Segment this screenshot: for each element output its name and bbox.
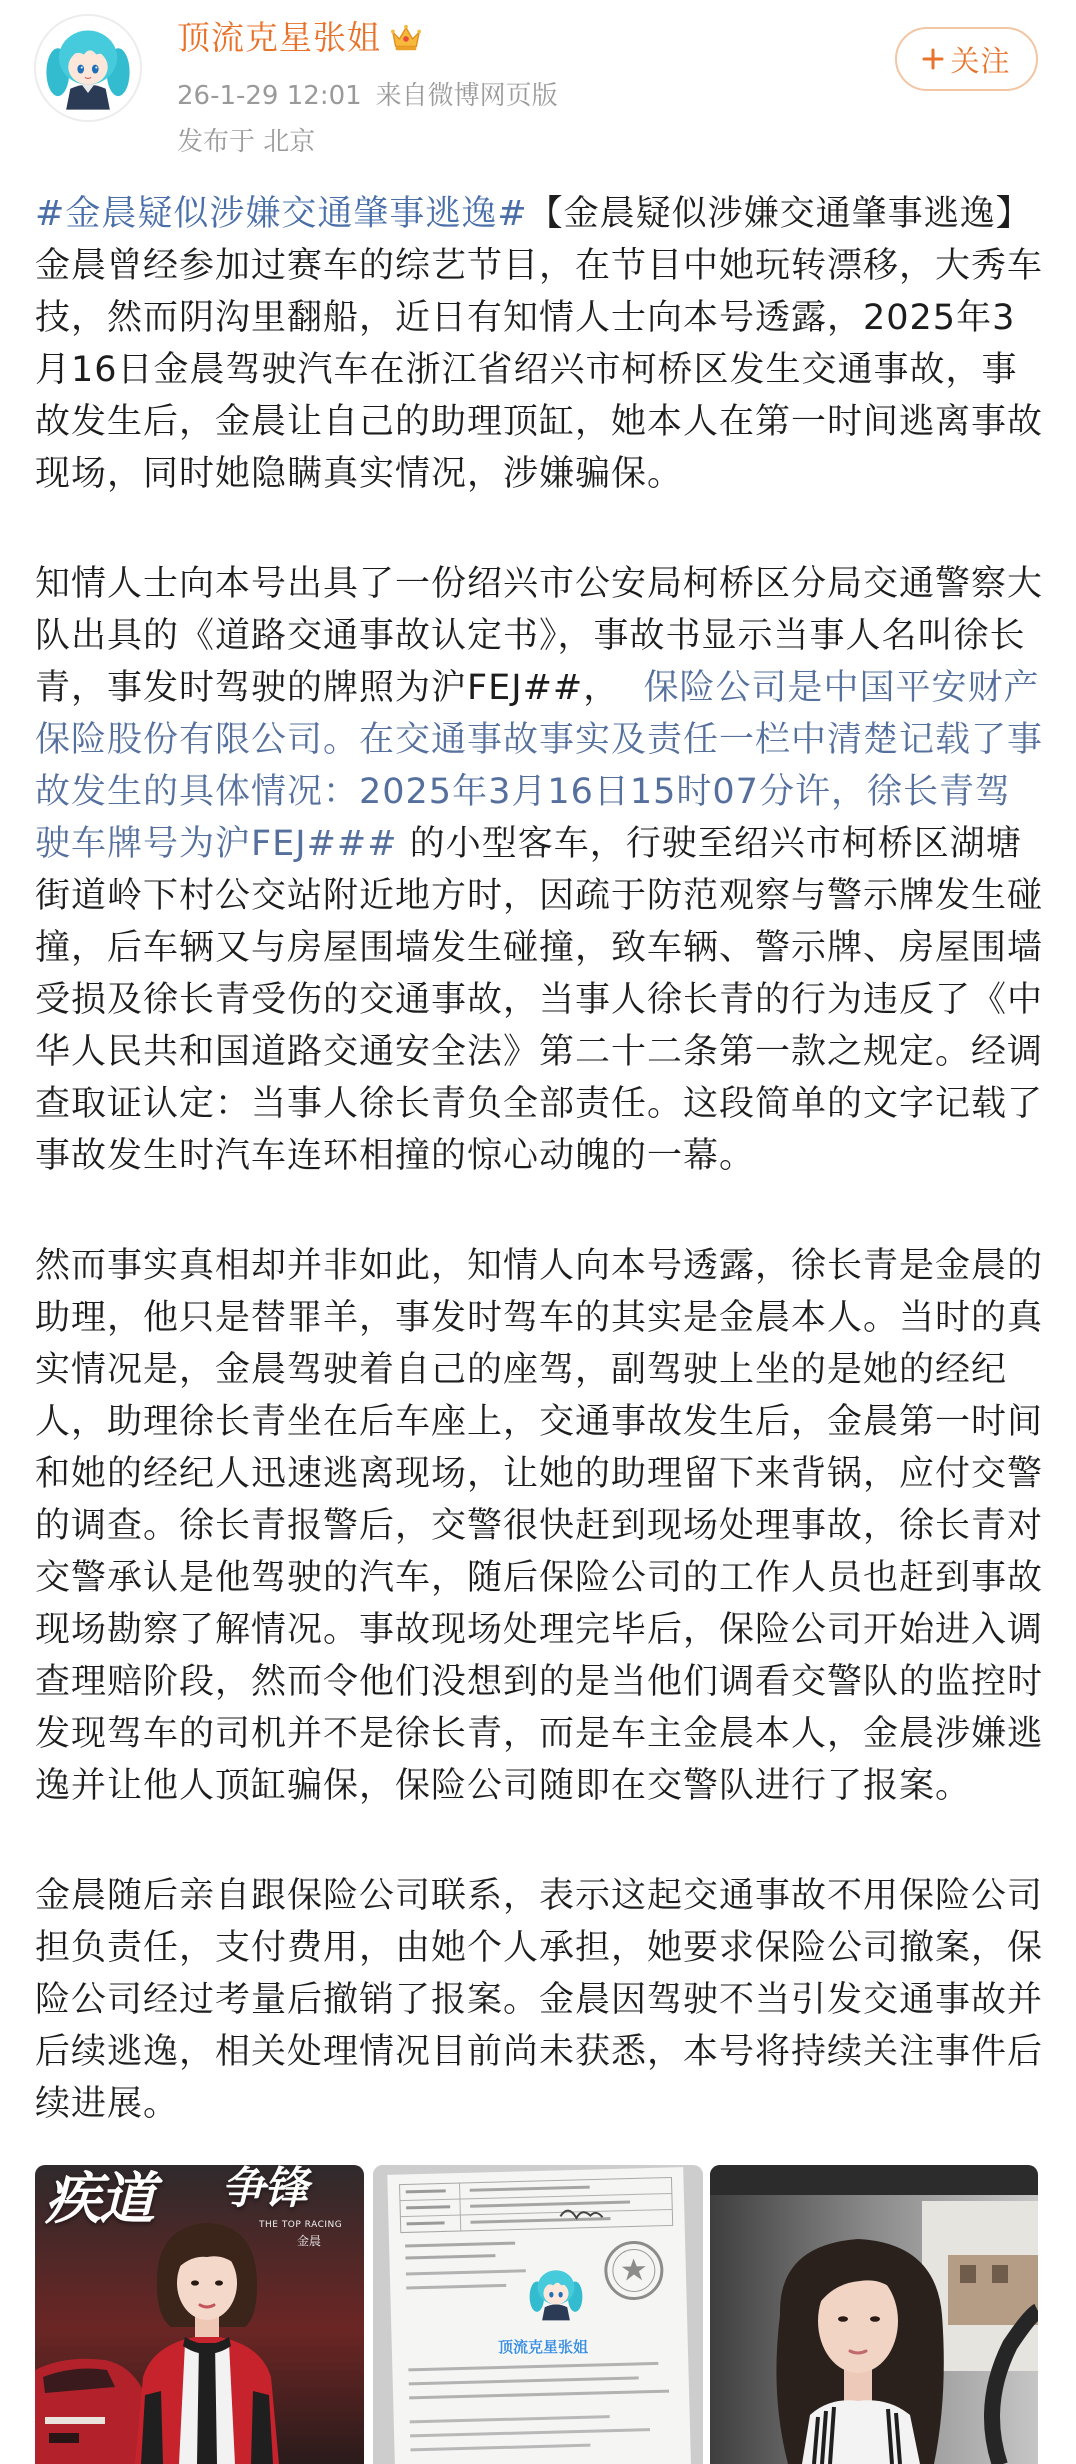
post-content [35,188,1045,2188]
post-meta [177,78,558,114]
author-name[interactable]: 顶流克星张姐 [177,18,381,57]
car-photo-illustration [710,2165,1038,2464]
follow-button[interactable] [895,27,1038,91]
post-timestamp[interactable]: 26-1-29 12:01 [177,81,362,111]
highlighted-text: 保险公司是中国平安财产保险股份有限公司。在交通事故事实及责任一栏中清楚记载了事故发生的具体情况：2025年3月16日15时07分许，徐长青驾驶车牌号为沪FEJ### [35,668,1044,864]
paragraph-text: 【金晨疑似涉嫌交通肇事逃逸】金晨曾经参加过赛车的综艺节目，在节目中她玩转漂移，大秀车技，然而阴沟里翻船，近日有知情人士向本号透露，2025年3月16日金晨驾驶汽车在浙江省绍兴市柯桥区发生交通事故，事故发生后，金晨让自己的助理顶缸，她本人在第一时间逃离事故现场，同时她隐瞒真实情况，涉嫌骗保。 [35,194,1044,494]
document-paper [387,2167,691,2464]
post-image-poster[interactable] [35,2165,364,2464]
paragraph-4 [35,1870,1045,2130]
crown-icon[interactable] [389,23,423,53]
anime-avatar-icon [36,16,140,120]
paragraph-2 [35,558,1045,1182]
author-name-row [177,14,423,62]
paragraph-text: 知情人士向本号出具了一份绍兴市公安局柯桥区分局交通警察大队出具的《道路交通事故认定书》，事故书显示当事人名叫徐长青，事发时驾驶的牌照为沪FEJ##， [35,564,1044,708]
hashtag-link[interactable]: #金晨疑似涉嫌交通肇事逃逸# [35,194,528,234]
poster-subtitle: THE TOP RACING [259,2220,343,2230]
paragraph-3 [35,1240,1045,1812]
post-image-car[interactable] [710,2165,1038,2464]
paragraph-text: 金晨随后亲自跟保险公司联系，表示这起交通事故不用保险公司担负责任，支付费用，由她个人承担，她要求保险公司撤案，保险公司经过考量后撤销了报案。金晨因驾驶不当引发交通事故并后续逃逸，相关处理情况目前尚未获悉，本号将持续关注事件后续进展。 [35,1876,1044,2124]
race-car [35,2359,147,2464]
post-location: 发布于 北京 [177,127,316,157]
follow-label: 关注 [950,43,1011,78]
poster-title-left: 疾道 [45,2167,153,2232]
plus-icon [922,48,944,70]
post-source: 来自微博网页版 [375,81,558,111]
paragraph-text: 然而事实真相却并非如此，知情人向本号透露，徐长青是金晨的助理，他只是替罪羊，事发时驾车的其实是金晨本人。当时的真实情况是，金晨驾驶着自己的座驾，副驾驶上坐的是她的经纪人，助理徐长青坐在后车座上，交通事故发生后，金晨第一时间和她的经纪人迅速逃离现场，让她的助理留下来背锅，应付交警的调查。徐长青报警后，交警很快赶到现场处理事故，徐长青对交警承认是他驾驶的汽车，随后保险公司的工作人员也赶到事故现场勘察了解情况。事故现场处理完毕后，保险公司开始进入调查理赔阶段，然而令他们没想到的是当他们调看交警队的监控时发现驾车的司机并不是徐长青，而是车主金晨本人，金晨涉嫌逃逸并让他人顶缸骗保，保险公司随即在交警队进行了报案。 [35,1246,1044,1806]
watermark-text: 顶流克星张姐 [497,2338,588,2356]
car-person [776,2239,943,2464]
author-avatar[interactable] [34,14,142,122]
post-image-document[interactable] [373,2165,703,2464]
paragraph-1 [35,188,1045,500]
poster-title-right: 争锋 [221,2165,307,2214]
poster-name: 金晨 [297,2234,322,2248]
paragraph-text: 的小型客车，行驶至绍兴市柯桥区湖塘街道岭下村公交站附近地方时，因疏于防范观察与警示牌发生碰撞，后车辆又与房屋围墙发生碰撞，致车辆、警示牌、房屋围墙受损及徐长青受伤的交通事故，当事人徐长青的行为违反了《中华人民共和国道路交通安全法》第二十二条第一款之规定。经调查取证认定：当事人徐长青负全部责任。这段简单的文字记载了事故发生时汽车连环相撞的惊心动魄的一幕。 [35,824,1044,1176]
document-illustration [373,2165,703,2464]
